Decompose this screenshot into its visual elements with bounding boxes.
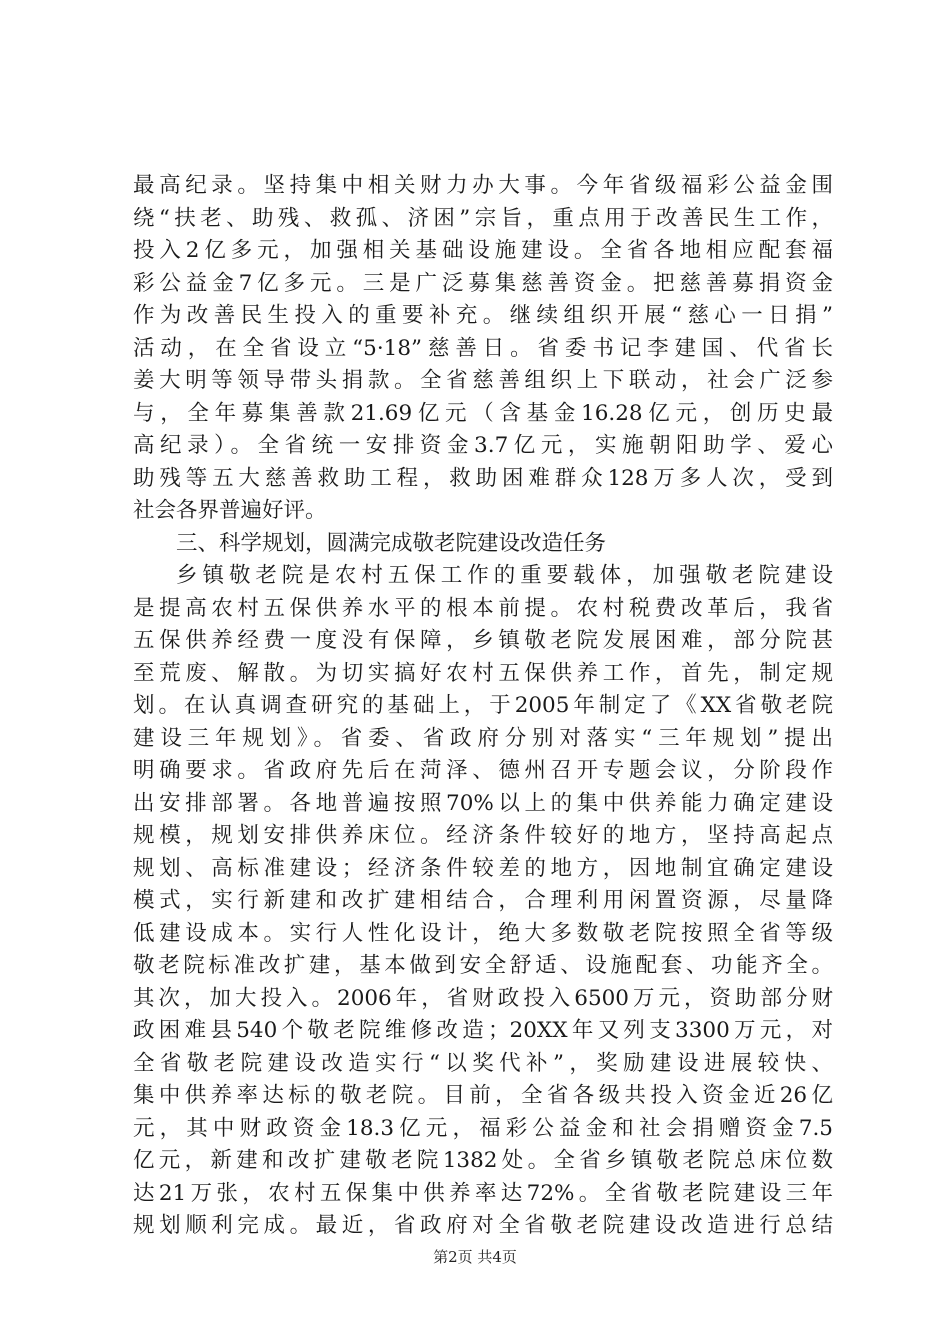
section-heading: 三、科学规划，圆满完成敬老院建设改造任务: [176, 530, 607, 556]
text-line: 社会各界普遍好评。: [133, 498, 327, 523]
text-line: 全省敬老院建设改造实行“以奖代补”，奖励建设进展较快、: [133, 1050, 833, 1076]
text-line: 政困难县540个敬老院维修改造；20XX年又列支3300万元，对: [133, 1018, 833, 1043]
text-line: 与，全年募集善款21.69亿元（含基金16.28亿元，创历史最: [133, 400, 833, 426]
text-line: 投入2亿多元，加强相关基础设施建设。全省各地相应配套福: [133, 238, 833, 263]
page-footer: 第2页 共4页: [433, 1248, 517, 1266]
text-line: 是提高农村五保供养水平的根本前提。农村税费改革后，我省: [133, 595, 833, 621]
text-line: 模式，实行新建和改扩建相结合，合理利用闲置资源，尽量降: [133, 888, 833, 913]
text-line: 规划、高标准建设；经济条件较差的地方，因地制宜确定建设: [133, 855, 833, 881]
text-line: 建设三年规划》。省委、省政府分别对落实“三年规划”提出: [133, 725, 833, 751]
text-line: 元，其中财政资金18.3亿元，福彩公益金和社会捐赠资金7.5: [133, 1115, 833, 1141]
text-line: 出安排部署。各地普遍按照70%以上的集中供养能力确定建设: [133, 790, 833, 816]
text-line: 敬老院标准改扩建，基本做到安全舒适、设施配套、功能齐全。: [133, 953, 833, 978]
text-line: 姜大明等领导带头捐款。全省慈善组织上下联动，社会广泛参: [133, 368, 833, 393]
text-line: 五保供养经费一度没有保障，乡镇敬老院发展困难，部分院甚: [133, 628, 833, 653]
text-line: 最高纪录。坚持集中相关财力办大事。今年省级福彩公益金围: [133, 173, 833, 198]
text-line: 达21万张，农村五保集中供养率达72%。全省敬老院建设三年: [133, 1180, 833, 1206]
text-line: 至荒废、解散。为切实搞好农村五保供养工作，首先，制定规: [133, 660, 833, 686]
text-line: 助残等五大慈善救助工程，救助困难群众128万多人次，受到: [133, 465, 833, 491]
text-line: 集中供养率达标的敬老院。目前，全省各级共投入资金近26亿: [133, 1083, 833, 1108]
text-line: 其次，加大投入。2006年，省财政投入6500万元，资助部分财: [133, 985, 833, 1011]
text-line: 规模，规划安排供养床位。经济条件较好的地方，坚持高起点: [133, 823, 833, 848]
text-line: 亿元，新建和改扩建敬老院1382处。全省乡镇敬老院总床位数: [133, 1148, 833, 1173]
text-line: 绕“扶老、助残、救孤、济困”宗旨，重点用于改善民生工作，: [133, 205, 833, 231]
text-line: 规划顺利完成。最近，省政府对全省敬老院建设改造进行总结: [133, 1213, 833, 1238]
document-body: [133, 170, 833, 1243]
text-line: 乡镇敬老院是农村五保工作的重要载体，加强敬老院建设: [176, 563, 833, 588]
text-line: 作为改善民生投入的重要补充。继续组织开展“慈心一日捐”: [133, 303, 833, 328]
text-line: 明确要求。省政府先后在菏泽、德州召开专题会议，分阶段作: [133, 758, 833, 783]
text-line: 活动，在全省设立“5·18”慈善日。省委书记李建国、代省长: [133, 335, 833, 361]
text-line: 划。在认真调查研究的基础上，于2005年制定了《XX省敬老院: [133, 693, 833, 718]
text-line: 彩公益金7亿多元。三是广泛募集慈善资金。把慈善募捐资金: [133, 270, 833, 296]
text-line: 高纪录）。全省统一安排资金3.7亿元，实施朝阳助学、爱心: [133, 433, 833, 458]
text-line: 低建设成本。实行人性化设计，绝大多数敬老院按照全省等级: [133, 920, 833, 946]
